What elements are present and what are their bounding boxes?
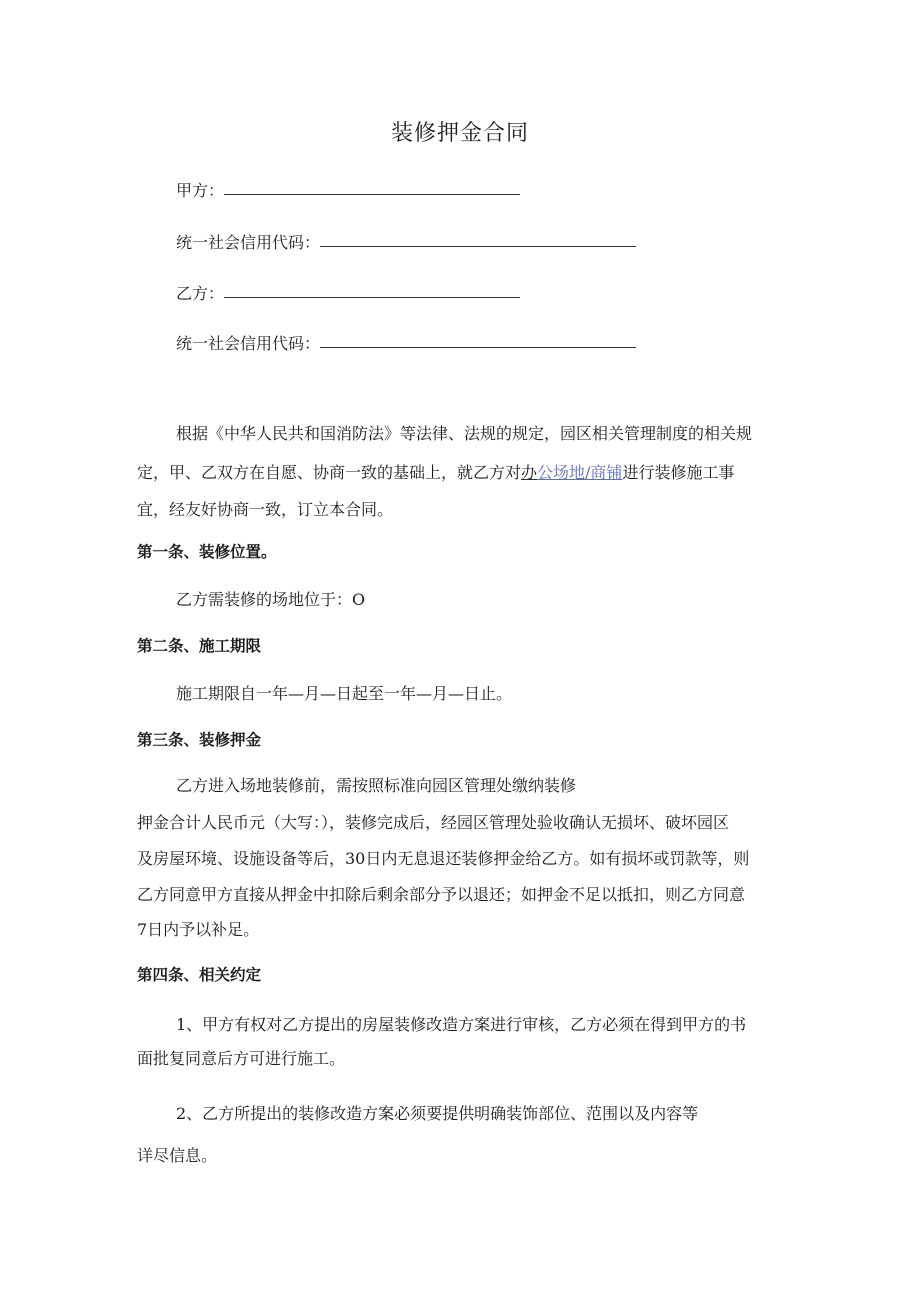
article-4-heading: 第四条、相关约定 — [137, 966, 262, 984]
party-b-credit-field — [176, 331, 636, 354]
article-2-body: 施工期限自一年—月—日起至一年—月—日止。 — [176, 684, 513, 703]
article-3-line-2: 押金合计人民币元（大写：），装修完成后，经园区管理处验收确认无损坏、破坏园区 — [137, 813, 730, 832]
article-3-heading: 第三条、装修押金 — [137, 731, 262, 749]
article-2-heading: 第二条、施工期限 — [137, 637, 262, 655]
party-a-field — [176, 178, 520, 201]
article-3-line-1: 乙方进入场地装修前，需按照标准向园区管理处缴纳装修 — [176, 776, 577, 795]
party-b-credit-blank[interactable] — [320, 346, 636, 348]
intro-line-1: 根据《中华人民共和国消防法》等法律、法规的规定，园区相关管理制度的相关规 — [176, 424, 753, 443]
intro-line-2-pre: 定，甲、乙双方在自愿、协商一致的基础上，就乙方对 — [137, 463, 522, 482]
article-4-item-2-line-1: 2、乙方所提出的装修改造方案必须要提供明确装饰部位、范围以及内容等 — [176, 1104, 699, 1123]
party-b-label: 乙方： — [176, 284, 225, 303]
intro-line-2 — [137, 460, 734, 483]
article-3-line-4: 乙方同意甲方直接从押金中扣除后剩余部分予以退还；如押金不足以抵扣，则乙方同意 — [137, 885, 746, 904]
party-b-field — [176, 281, 520, 304]
article-3-line-5: 7日内予以补足。 — [137, 920, 260, 939]
party-a-credit-field — [176, 230, 636, 253]
party-b-blank[interactable] — [224, 296, 520, 298]
page-title: 装修押金合同 — [390, 121, 529, 146]
article-1-body: 乙方需装修的场地位于：O — [176, 590, 366, 609]
article-4-item-1-line-1: 1、甲方有权对乙方提出的房屋装修改造方案进行审核，乙方必须在得到甲方的书 — [176, 1015, 747, 1034]
party-a-credit-label: 统一社会信用代码： — [176, 233, 321, 252]
party-a-blank[interactable] — [224, 193, 520, 195]
article-3-line-3: 及房屋环境、设施设备等后，30日内无息退还装修押金给乙方。如有损坏或罚款等，则 — [137, 849, 750, 868]
article-1-heading: 第一条、装修位置。 — [137, 543, 277, 561]
party-a-credit-blank[interactable] — [320, 245, 636, 247]
intro-link-prefix: 办 — [521, 463, 538, 482]
article-4-item-2-line-2: 详尽信息。 — [137, 1146, 218, 1165]
intro-line-2-post: 进行装修施工事 — [622, 463, 735, 482]
venue-link[interactable]: 公场地/商铺 — [537, 463, 623, 482]
intro-line-3: 宜，经友好协商一致，订立本合同。 — [137, 500, 394, 519]
party-b-credit-label: 统一社会信用代码： — [176, 334, 321, 353]
party-a-label: 甲方： — [176, 181, 225, 200]
article-4-item-1-line-2: 面批复同意后方可进行施工。 — [137, 1049, 346, 1068]
